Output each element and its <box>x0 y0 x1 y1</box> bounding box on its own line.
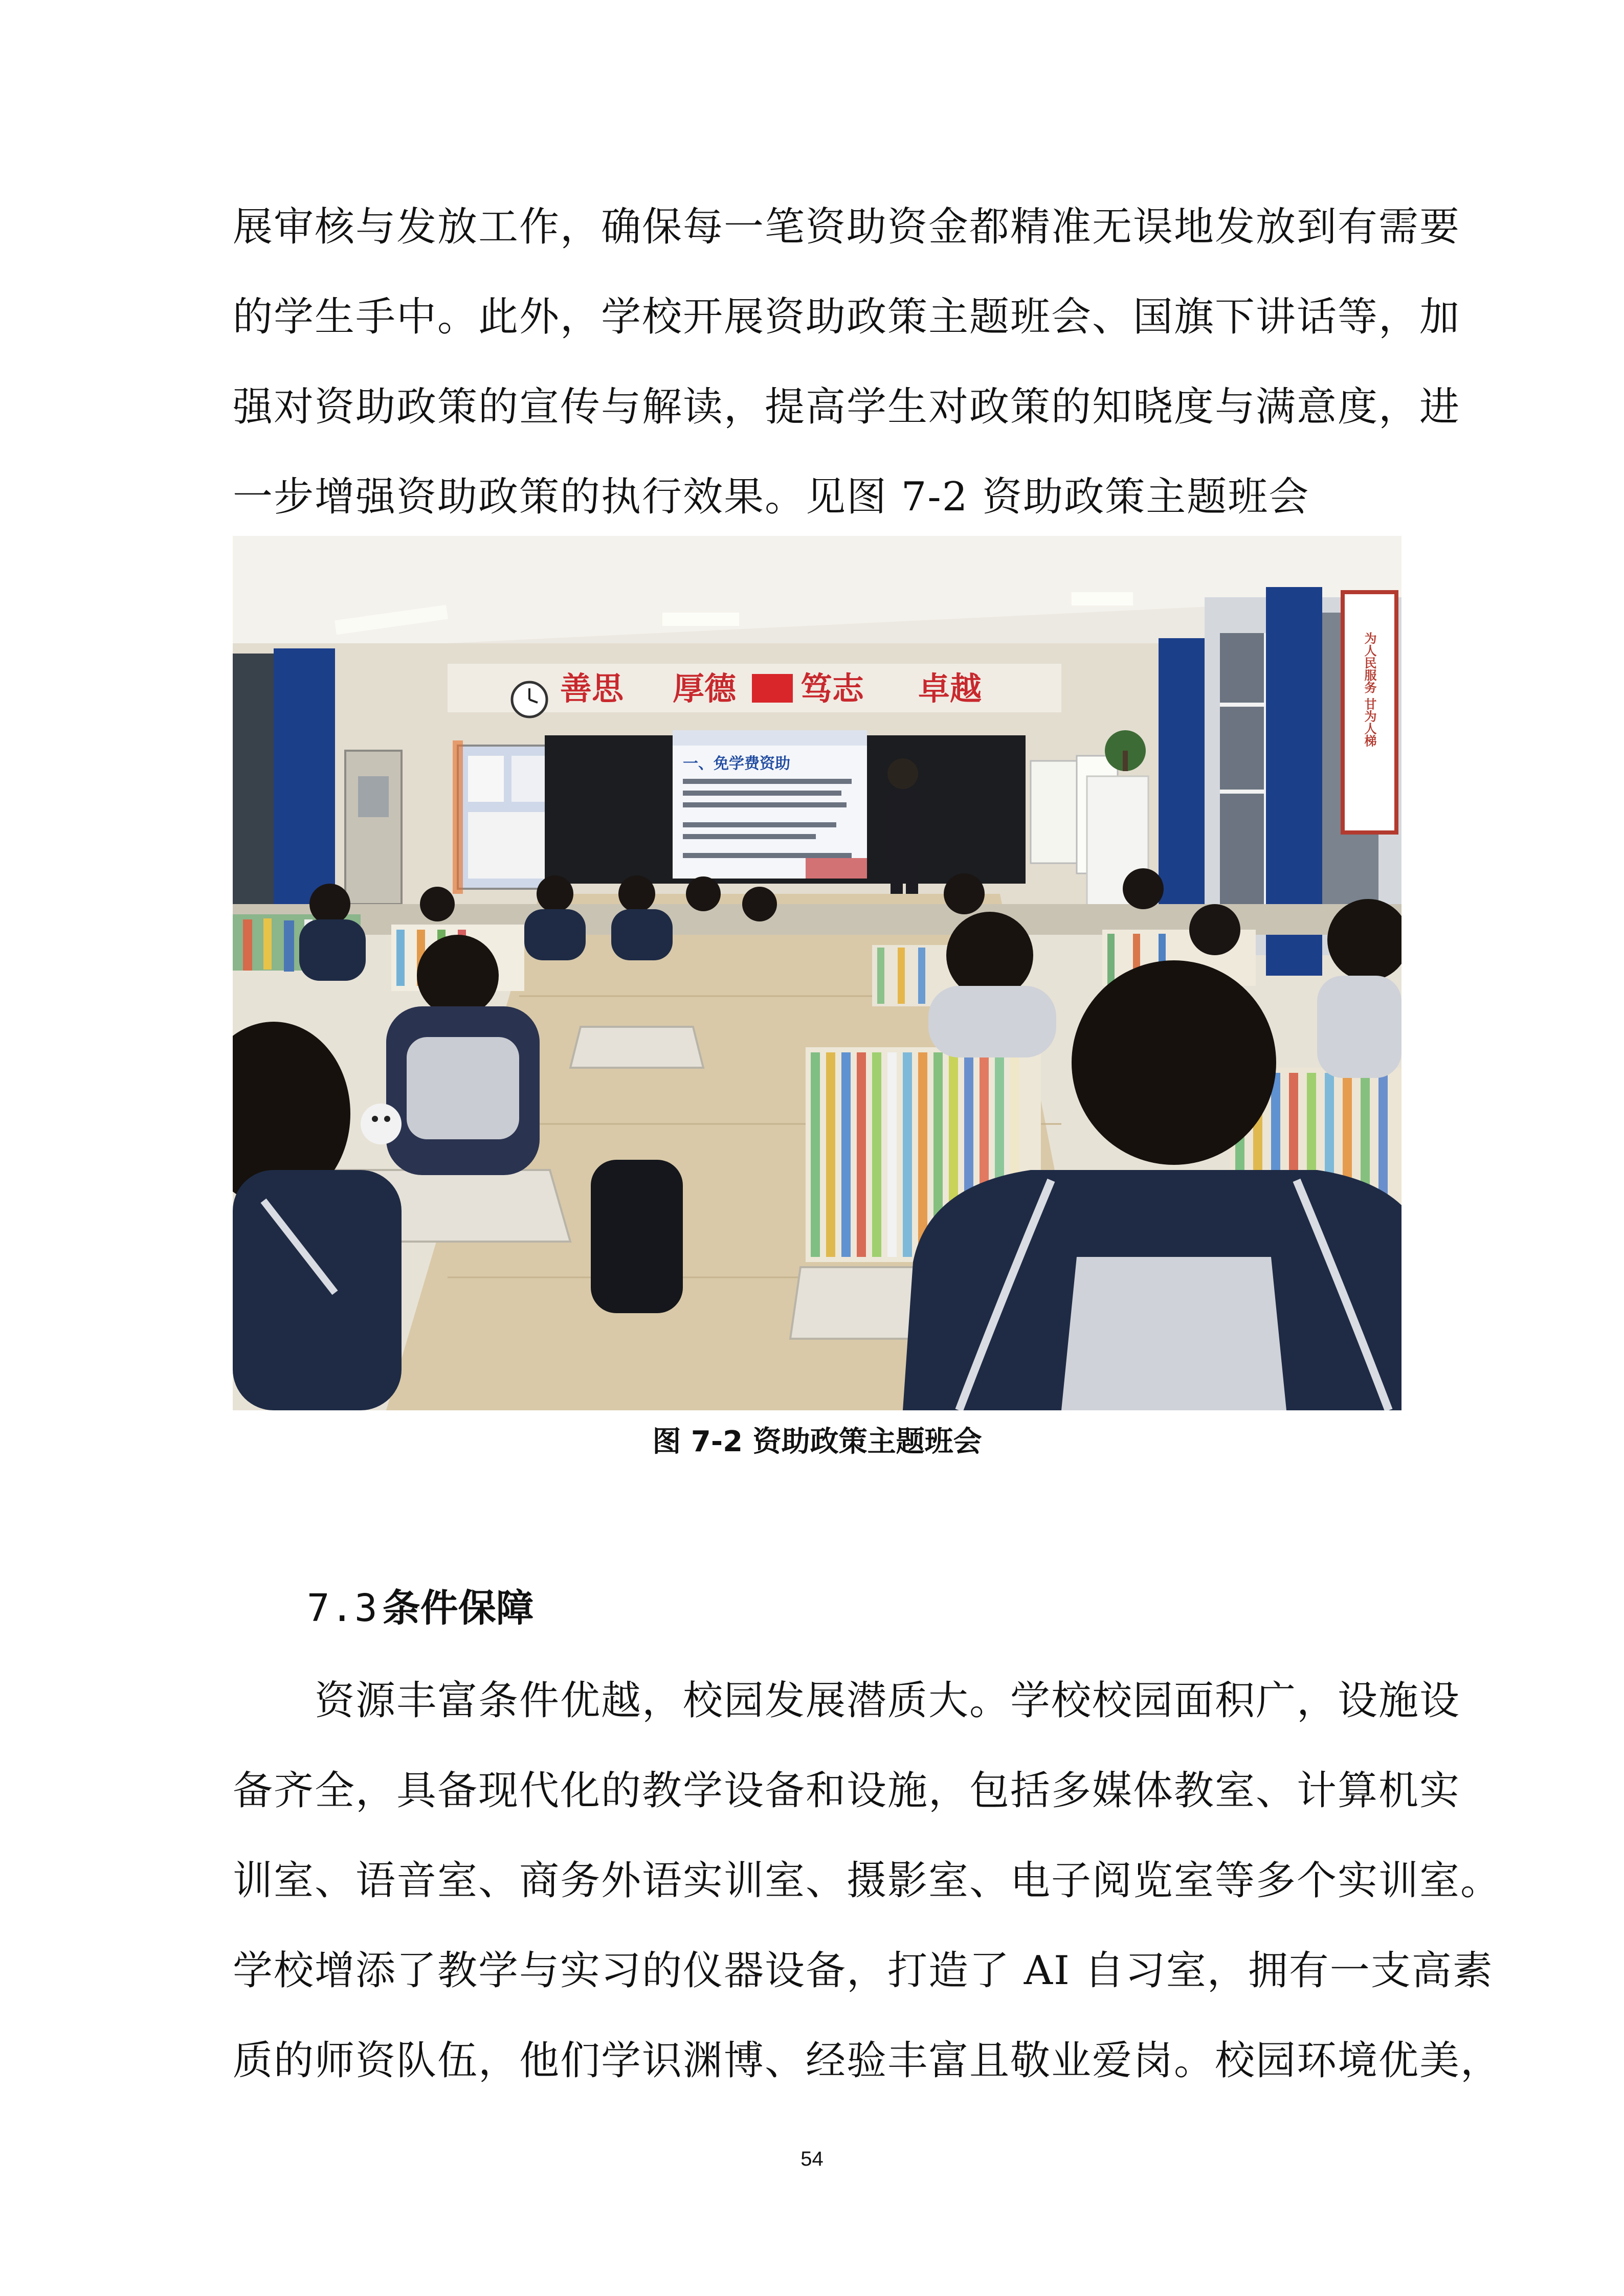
paragraph-line: 的学生手中。此外，学校开展资助政策主题班会、国旗下讲话等，加 <box>233 294 1461 340</box>
paragraph-line: 训室、语音室、商务外语实训室、摄影室、电子阅览室等多个实训室。 <box>233 1858 1502 1904</box>
page-number: 54 <box>800 2148 824 2170</box>
paragraph-line: 展审核与发放工作，确保每一笔资助资金都精准无误地发放到有需要 <box>233 204 1461 250</box>
section-title: 条件保障 <box>382 1586 534 1630</box>
paragraph-line: 质的师资队伍，他们学识渊博、经验丰富且敬业爱岗。校园环境优美， <box>233 2038 1502 2084</box>
student-figure <box>233 1022 402 1410</box>
side-banner-text: 为人民服务 甘为人梯 <box>1362 632 1376 747</box>
slogan-text: 卓越 <box>918 670 982 707</box>
paragraph-line: 资源丰富条件优越，校园发展潜质大。学校校园面积广，设施设 <box>233 1678 1461 1724</box>
section-heading <box>307 1580 534 1636</box>
figure-caption: 图 7-2 资助政策主题班会 <box>652 1425 982 1458</box>
slogan-text: 笃志 <box>800 670 864 707</box>
paragraph-line: 一步增强资助政策的执行效果。见图 7-2 资助政策主题班会 <box>233 474 1310 520</box>
body-paragraph-1 <box>233 182 1461 542</box>
classroom-illustration <box>233 536 1401 1410</box>
classroom-photo <box>233 536 1401 1410</box>
slogan-text: 厚德 <box>673 670 737 707</box>
paragraph-line: 学校增添了教学与实习的仪器设备，打造了 AI 自习室，拥有一支高素 <box>233 1948 1494 1994</box>
slogan-text: 善思 <box>560 670 624 707</box>
screen-title: 一、免学费资助 <box>683 755 790 773</box>
section-number: 7.3 <box>307 1586 379 1630</box>
paragraph-line: 备齐全，具备现代化的教学设备和设施，包括多媒体教室、计算机实 <box>233 1768 1461 1814</box>
paragraph-line: 强对资助政策的宣传与解读，提高学生对政策的知晓度与满意度，进 <box>233 384 1461 430</box>
body-paragraph-2 <box>233 1656 1502 2106</box>
flag-icon <box>752 674 793 703</box>
